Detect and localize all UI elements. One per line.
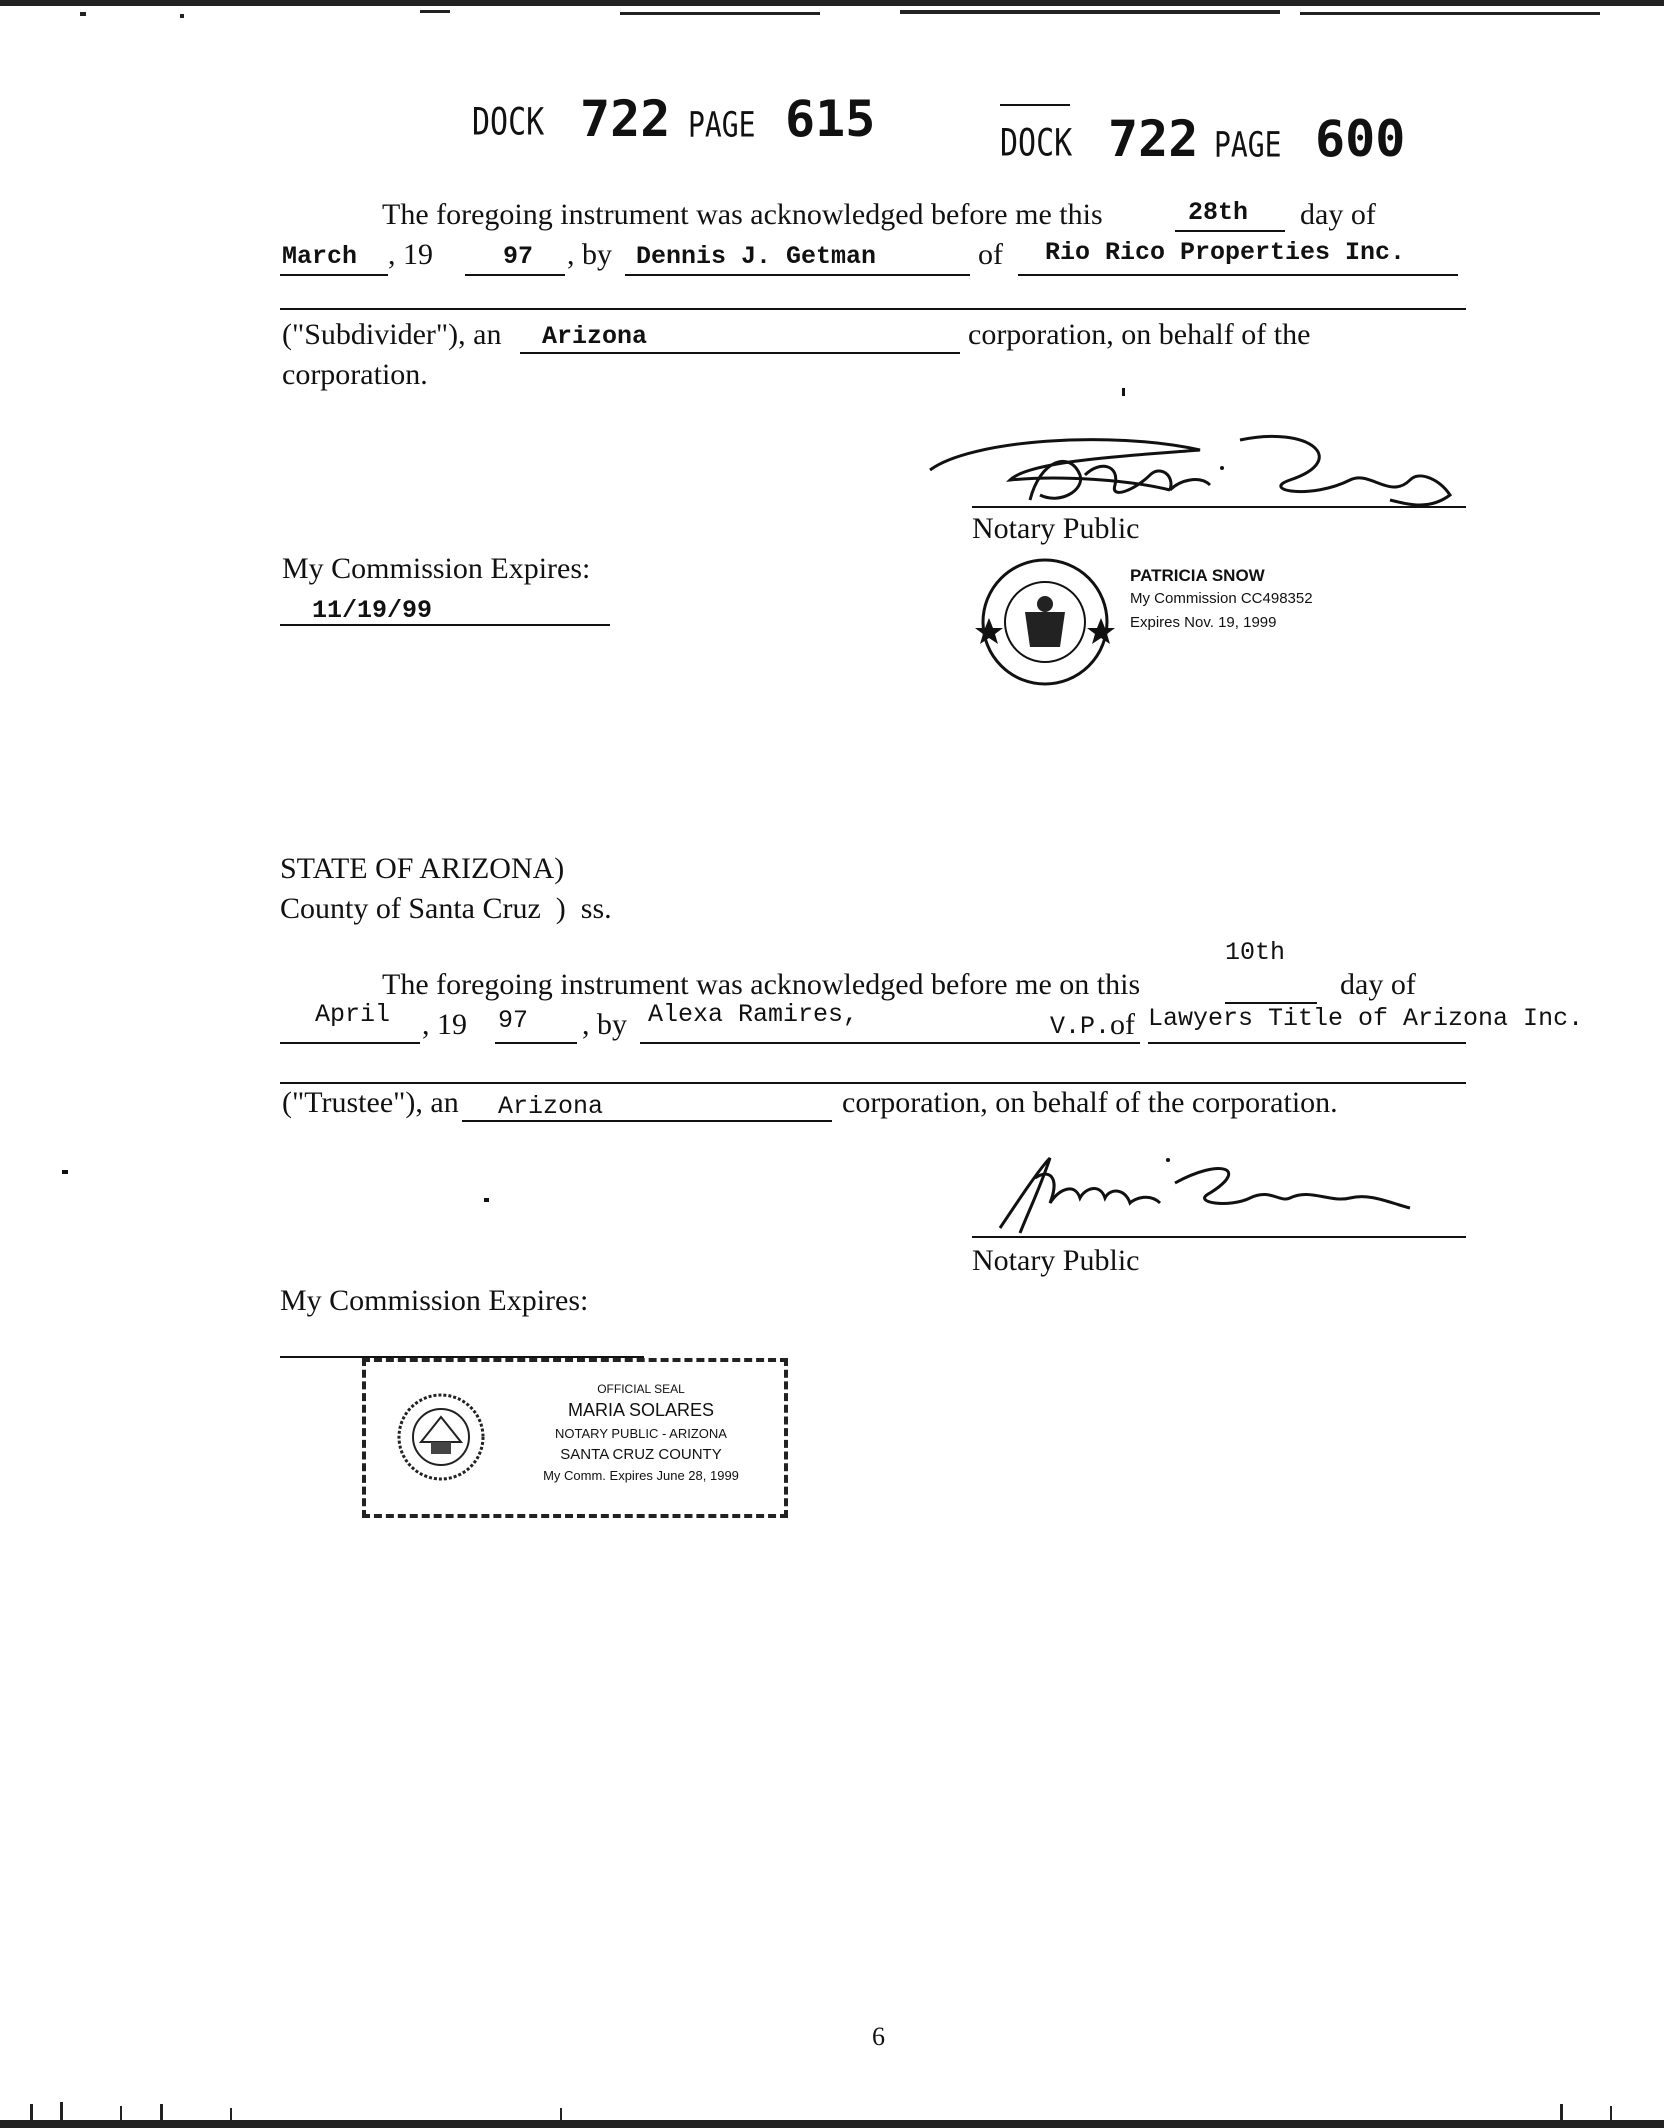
- ack1-state: Arizona: [542, 322, 648, 351]
- ack1-suffix2: corporation.: [282, 358, 428, 391]
- ack1-intro: The foregoing instrument was acknowledged before me this: [382, 198, 1103, 231]
- dock-label: DOCK: [1000, 121, 1073, 166]
- arizona-official-seal-stamp: [362, 1358, 788, 1518]
- underline: [280, 1042, 420, 1044]
- ack2-company: Lawyers Title of Arizona Inc.: [1148, 1004, 1584, 1033]
- ack1-role: ("Subdivider"), an: [282, 318, 502, 351]
- seal-name: PATRICIA SNOW: [1130, 566, 1265, 585]
- ack2-notary-label: Notary Public: [972, 1244, 1140, 1277]
- ack2-by-label: , by: [582, 1008, 627, 1041]
- notary-signature-1: [910, 420, 1470, 520]
- seal-commission: My Commission CC498352: [1130, 590, 1313, 607]
- ack2-of-label: of: [1110, 1008, 1135, 1041]
- ack2-suffix: corporation, on behalf of the corporation.: [842, 1086, 1338, 1119]
- ack1-year: 97: [503, 242, 534, 271]
- ack1-commission-label: My Commission Expires:: [282, 552, 591, 585]
- ack1-of-label: of: [978, 238, 1003, 271]
- signature-line: [972, 1236, 1466, 1238]
- ack1-year-prefix: , 19: [388, 238, 433, 271]
- ack2-month: April: [315, 1000, 391, 1029]
- ack2-day-of: day of: [1340, 968, 1416, 1001]
- page-number: 6: [872, 2022, 885, 2051]
- underline: [640, 1042, 1140, 1044]
- divider: [1000, 104, 1070, 106]
- underline: [1148, 1042, 1466, 1044]
- ack2-year-prefix: , 19: [422, 1008, 467, 1041]
- underline: [1018, 274, 1458, 276]
- scan-speck: [1122, 388, 1125, 396]
- ack2-commission-label: My Commission Expires:: [280, 1284, 589, 1317]
- notary-signature-2: [990, 1148, 1450, 1238]
- page-number: 615: [785, 90, 876, 148]
- underline: [520, 352, 960, 354]
- underline: [280, 274, 388, 276]
- underline: [1175, 230, 1285, 232]
- signature-line: [972, 506, 1466, 508]
- ack2-person: Alexa Ramires,: [648, 1000, 859, 1029]
- ack1-by-label: , by: [567, 238, 612, 271]
- florida-notary-seal-icon: [975, 552, 1115, 692]
- venue-county: County of Santa Cruz ) ss.: [280, 892, 612, 925]
- ack2-title: V.P.: [1050, 1012, 1111, 1041]
- ack1-commission-date: 11/19/99: [312, 596, 433, 625]
- stamp-line4: SANTA CRUZ COUNTY: [560, 1446, 722, 1463]
- ack1-day: 28th: [1188, 198, 1249, 227]
- underline: [462, 1120, 832, 1122]
- continuation-line: [280, 1082, 1466, 1084]
- ack2-day: 10th: [1225, 938, 1286, 967]
- underline: [625, 274, 970, 276]
- stamp-line5: My Comm. Expires June 28, 1999: [543, 1468, 739, 1483]
- ack2-year: 97: [498, 1006, 529, 1035]
- ack2-intro: The foregoing instrument was acknowledged before me on this: [382, 968, 1141, 1001]
- scan-speck: [62, 1170, 68, 1174]
- dock-number: 722: [580, 90, 671, 148]
- arizona-seal-icon: [396, 1392, 486, 1482]
- ack2-state: Arizona: [498, 1092, 604, 1121]
- venue-state: STATE OF ARIZONA): [280, 852, 565, 885]
- scan-noise-top: [0, 0, 1664, 30]
- continuation-line: [280, 308, 1466, 310]
- underline: [495, 1042, 577, 1044]
- ack1-notary-label: Notary Public: [972, 512, 1140, 545]
- stamp-line1: OFFICIAL SEAL: [597, 1382, 685, 1396]
- stamp-line3: NOTARY PUBLIC - ARIZONA: [555, 1426, 727, 1441]
- ack1-person: Dennis J. Getman: [636, 242, 877, 271]
- ack1-company: Rio Rico Properties Inc.: [1045, 238, 1406, 267]
- page-label: PAGE: [688, 103, 756, 146]
- underline: [280, 624, 610, 626]
- page-number: 600: [1315, 110, 1406, 168]
- ack1-suffix: corporation, on behalf of the: [968, 318, 1311, 351]
- page-label: PAGE: [1214, 123, 1282, 166]
- underline: [465, 274, 565, 276]
- stamp-line2: MARIA SOLARES: [567, 1400, 715, 1420]
- ack1-month: March: [282, 242, 358, 271]
- scan-noise-bottom: [0, 2098, 1664, 2128]
- ack2-role: ("Trustee"), an: [282, 1086, 459, 1119]
- seal-expires: Expires Nov. 19, 1999: [1130, 614, 1277, 631]
- scan-speck: [484, 1198, 489, 1202]
- dock-label: DOCK: [472, 100, 545, 145]
- ack1-day-of: day of: [1300, 198, 1376, 231]
- dock-number: 722: [1108, 110, 1199, 168]
